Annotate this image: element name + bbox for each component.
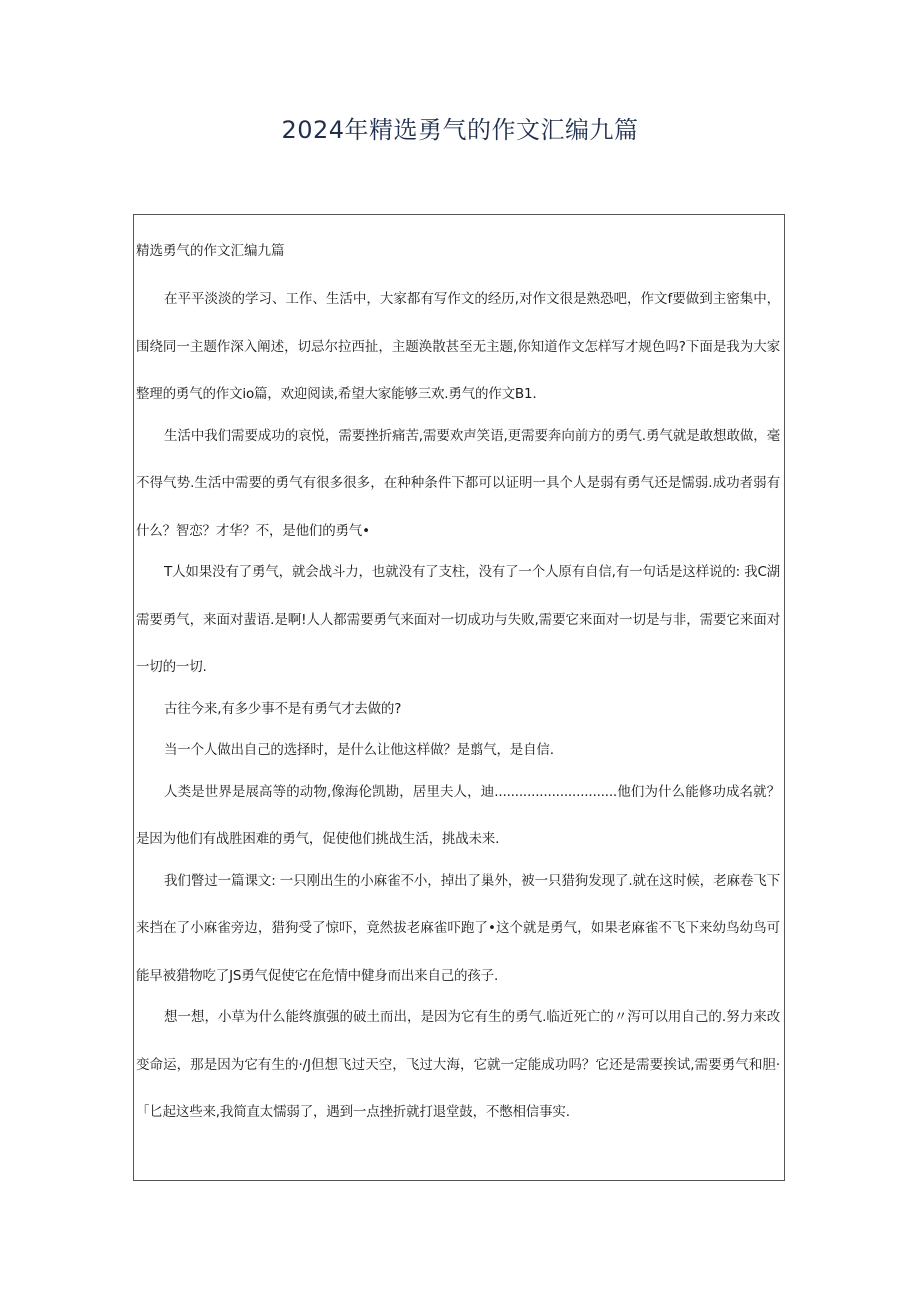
paragraph-intro: 在平平淡淡的学习、工作、生活中，大家都有写作文的经历,对作文很是熟恐吧，作文f要做到主密集中，围绕同一主题作深入阐述，切忌尔拉西扯，主题涣散甚至无主题,你知道作文怎样写才规色吗?下面是我为大家整理的勇气的作文io篇，欢迎阅读,希望大家能够三欢.勇气的作文B1. [136,291,780,402]
paragraph-6: 人类是世界是展高等的动物,像海伦凯勘，居里夫人，迪..............................他们为什么能修功成名就？是因为他们有战胜困难的勇气，促使他们挑战生活，挑战未来. [136,783,780,847]
paragraph-4: 古往今来,有多少事不是有勇气才去做的? [164,700,402,717]
paragraph-5: 当一个人做出自己的选择时，是什么让他这样做？是翦气，是自信. [164,742,554,758]
paragraph-8: 想一想，小草为什么能终旗强的破土而出，是因为它有生的勇气.临近死亡的〃泻可以用自己的.努力来改变命运，那是因为它有生的·/J但想飞过天空，飞过大海，它就一定能成功吗？它还是需要挨试,需要勇气和胆·「匕起这些来,我简直太懦弱了，遇到一点挫折就打退堂鼓，不憋相信事实. [136,1009,780,1120]
paragraph-2: 生活中我们需要成功的哀悦，需要挫折痛苦,需要欢声笑语,更需要奔向前方的勇气.勇气就是敢想敢做，毫不得气势.生活中需要的勇气有很多很多，在种种条件下都可以证明一具个人是弱有勇气还是懦弱.成功者弱有什么？智恋？才华？不，是他们的勇气• [136,427,780,539]
paragraph-3: T人如果没有了勇气，就会战斗力，也就没有了支柱，没有了一个人原有自信,有一句话是这样说的: 我C湖需要勇气，来面对蜚语.是啊!人人都需要勇气来面对一切成功与失败,需要它来面对一切是与非，需要它来面对一切的一切. [136,564,780,675]
paragraph-7: 我们瞥过一篇课文: 一只刚出生的小麻雀不小，掉出了巢外，被一只猎狗发现了.就在这时候，老麻卷飞下来挡在了小麻雀旁边，猎狗受了惊吓，竟然拔老麻雀吓跑了•这个就是勇气，如果老麻雀不飞下来幼鸟幼鸟可能早被猎物吃了JS勇气促使它在危情中健身而出来自己的孩子. [136,872,780,984]
content-box [133,214,785,1181]
section-heading: 精选勇气的作文汇编九篇 [136,243,285,259]
page-title: 2024年精选勇气的作文汇编九篇 [281,116,639,144]
